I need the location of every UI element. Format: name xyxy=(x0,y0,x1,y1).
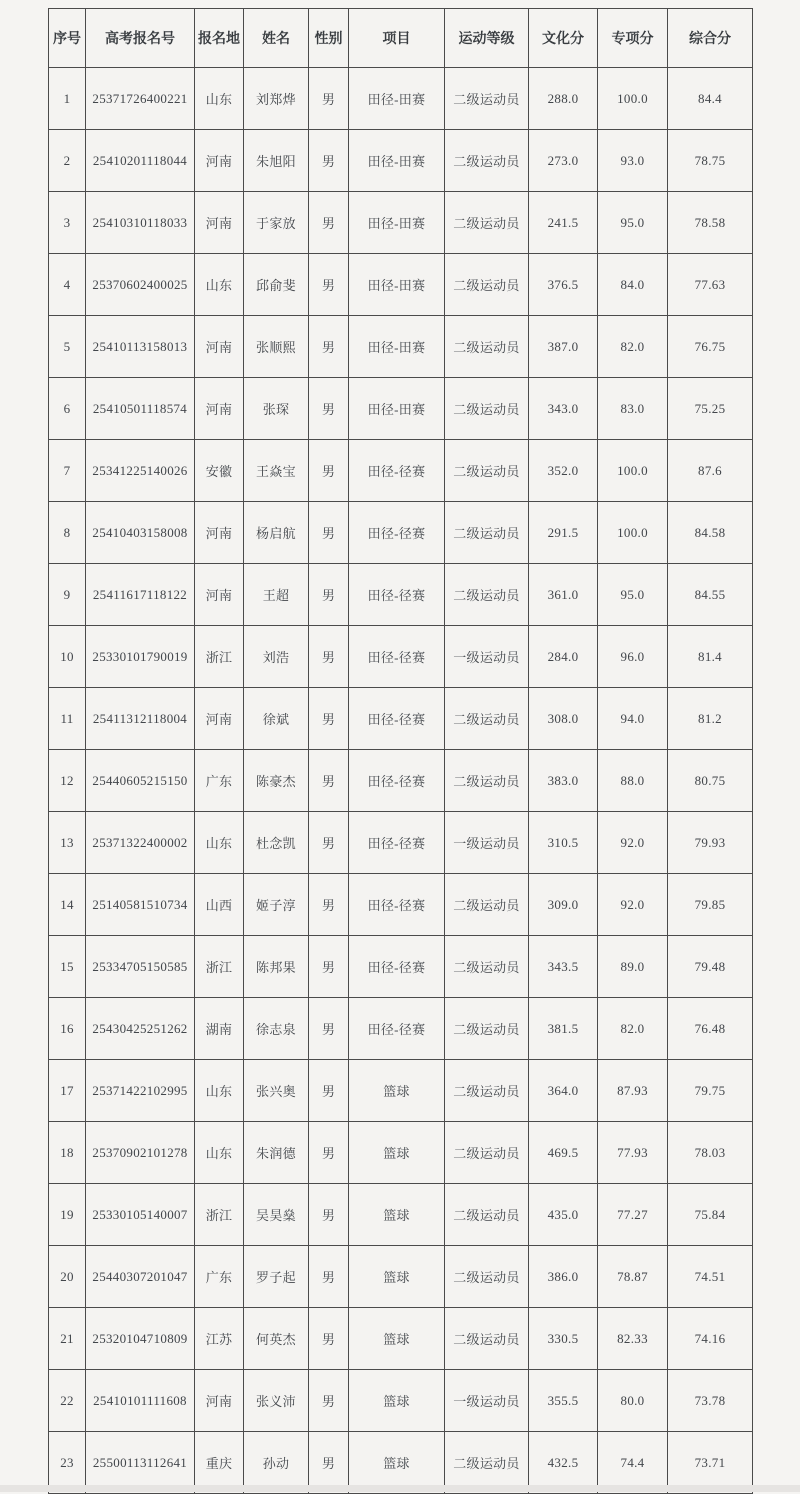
cell-regno: 25440605215150 xyxy=(86,750,195,812)
cell-region: 河南 xyxy=(195,1370,244,1432)
table-row xyxy=(49,68,753,130)
cell-culture-score: 310.5 xyxy=(529,812,598,874)
cell-sport-level: 一级运动员 xyxy=(445,1370,529,1432)
cell-gender: 男 xyxy=(309,440,349,502)
cell-sport-level: 二级运动员 xyxy=(445,998,529,1060)
cell-sport-level: 二级运动员 xyxy=(445,936,529,998)
cell-special-score: 83.0 xyxy=(598,378,668,440)
cell-overall-score: 78.58 xyxy=(668,192,753,254)
cell-regno: 25410201118044 xyxy=(86,130,195,192)
cell-sport-level: 二级运动员 xyxy=(445,1308,529,1370)
cell-overall-score: 81.4 xyxy=(668,626,753,688)
cell-culture-score: 435.0 xyxy=(529,1184,598,1246)
cell-regno: 25430425251262 xyxy=(86,998,195,1060)
cell-regno: 25410403158008 xyxy=(86,502,195,564)
cell-regno: 25341225140026 xyxy=(86,440,195,502)
cell-culture-score: 355.5 xyxy=(529,1370,598,1432)
cell-culture-score: 364.0 xyxy=(529,1060,598,1122)
cell-region: 湖南 xyxy=(195,998,244,1060)
cell-special-score: 78.87 xyxy=(598,1246,668,1308)
cell-index: 1 xyxy=(49,68,86,130)
cell-culture-score: 383.0 xyxy=(529,750,598,812)
table-row xyxy=(49,688,753,750)
cell-special-score: 95.0 xyxy=(598,192,668,254)
table-row xyxy=(49,316,753,378)
cell-overall-score: 80.75 xyxy=(668,750,753,812)
cell-special-score: 84.0 xyxy=(598,254,668,316)
cell-name: 朱旭阳 xyxy=(244,130,309,192)
cell-sport-level: 一级运动员 xyxy=(445,626,529,688)
cell-gender: 男 xyxy=(309,1246,349,1308)
cell-culture-score: 376.5 xyxy=(529,254,598,316)
table-row xyxy=(49,502,753,564)
cell-sport-level: 二级运动员 xyxy=(445,68,529,130)
cell-region: 河南 xyxy=(195,378,244,440)
cell-special-score: 77.93 xyxy=(598,1122,668,1184)
cell-index: 19 xyxy=(49,1184,86,1246)
table-row xyxy=(49,378,753,440)
cell-index: 23 xyxy=(49,1432,86,1494)
cell-culture-score: 361.0 xyxy=(529,564,598,626)
table-row xyxy=(49,1122,753,1184)
cell-special-score: 93.0 xyxy=(598,130,668,192)
cell-event: 田径-径赛 xyxy=(349,936,445,998)
cell-name: 陈豪杰 xyxy=(244,750,309,812)
table-row xyxy=(49,1246,753,1308)
cell-culture-score: 330.5 xyxy=(529,1308,598,1370)
cell-index: 14 xyxy=(49,874,86,936)
cell-name: 张顺熙 xyxy=(244,316,309,378)
cell-overall-score: 79.48 xyxy=(668,936,753,998)
cell-gender: 男 xyxy=(309,1122,349,1184)
table-row xyxy=(49,1184,753,1246)
cell-culture-score: 273.0 xyxy=(529,130,598,192)
cell-index: 21 xyxy=(49,1308,86,1370)
cell-sport-level: 二级运动员 xyxy=(445,874,529,936)
cell-event: 篮球 xyxy=(349,1122,445,1184)
cell-index: 7 xyxy=(49,440,86,502)
cell-name: 张兴奥 xyxy=(244,1060,309,1122)
cell-event: 田径-径赛 xyxy=(349,812,445,874)
cell-culture-score: 288.0 xyxy=(529,68,598,130)
cell-culture-score: 291.5 xyxy=(529,502,598,564)
cell-sport-level: 二级运动员 xyxy=(445,502,529,564)
cell-culture-score: 387.0 xyxy=(529,316,598,378)
cell-sport-level: 二级运动员 xyxy=(445,378,529,440)
cell-gender: 男 xyxy=(309,254,349,316)
cell-region: 山东 xyxy=(195,812,244,874)
cell-culture-score: 241.5 xyxy=(529,192,598,254)
cell-overall-score: 79.85 xyxy=(668,874,753,936)
cell-regno: 25334705150585 xyxy=(86,936,195,998)
cell-region: 山西 xyxy=(195,874,244,936)
cell-region: 浙江 xyxy=(195,936,244,998)
cell-event: 田径-田赛 xyxy=(349,254,445,316)
header-cell-regno: 高考报名号 xyxy=(86,9,195,68)
table-row xyxy=(49,626,753,688)
header-cell-gender: 性别 xyxy=(309,9,349,68)
cell-special-score: 87.93 xyxy=(598,1060,668,1122)
cell-gender: 男 xyxy=(309,564,349,626)
cell-sport-level: 二级运动员 xyxy=(445,564,529,626)
cell-index: 13 xyxy=(49,812,86,874)
cell-gender: 男 xyxy=(309,1432,349,1494)
cell-gender: 男 xyxy=(309,1184,349,1246)
cell-name: 刘郑烨 xyxy=(244,68,309,130)
cell-special-score: 80.0 xyxy=(598,1370,668,1432)
cell-region: 安徽 xyxy=(195,440,244,502)
cell-index: 4 xyxy=(49,254,86,316)
cell-event: 篮球 xyxy=(349,1184,445,1246)
cell-overall-score: 78.03 xyxy=(668,1122,753,1184)
cell-overall-score: 75.25 xyxy=(668,378,753,440)
table-row xyxy=(49,750,753,812)
cell-overall-score: 81.2 xyxy=(668,688,753,750)
cell-region: 河南 xyxy=(195,316,244,378)
cell-sport-level: 二级运动员 xyxy=(445,254,529,316)
cell-name: 王超 xyxy=(244,564,309,626)
cell-gender: 男 xyxy=(309,316,349,378)
cell-index: 20 xyxy=(49,1246,86,1308)
table-row xyxy=(49,1370,753,1432)
cell-gender: 男 xyxy=(309,130,349,192)
cell-overall-score: 79.75 xyxy=(668,1060,753,1122)
cell-special-score: 77.27 xyxy=(598,1184,668,1246)
table-row xyxy=(49,936,753,998)
cell-index: 10 xyxy=(49,626,86,688)
cell-sport-level: 二级运动员 xyxy=(445,440,529,502)
cell-index: 8 xyxy=(49,502,86,564)
cell-gender: 男 xyxy=(309,1308,349,1370)
table-header xyxy=(49,9,753,68)
cell-special-score: 100.0 xyxy=(598,502,668,564)
table-header-row xyxy=(49,9,753,68)
cell-name: 刘浩 xyxy=(244,626,309,688)
header-cell-name: 姓名 xyxy=(244,9,309,68)
cell-special-score: 82.33 xyxy=(598,1308,668,1370)
cell-regno: 25371422102995 xyxy=(86,1060,195,1122)
cell-gender: 男 xyxy=(309,998,349,1060)
table-row xyxy=(49,1060,753,1122)
cell-region: 广东 xyxy=(195,1246,244,1308)
table-row xyxy=(49,1308,753,1370)
cell-gender: 男 xyxy=(309,936,349,998)
cell-special-score: 82.0 xyxy=(598,316,668,378)
header-cell-event: 项目 xyxy=(349,9,445,68)
cell-regno: 25140581510734 xyxy=(86,874,195,936)
cell-special-score: 96.0 xyxy=(598,626,668,688)
cell-sport-level: 一级运动员 xyxy=(445,812,529,874)
cell-region: 山东 xyxy=(195,1060,244,1122)
cell-event: 田径-田赛 xyxy=(349,192,445,254)
cell-gender: 男 xyxy=(309,812,349,874)
cell-event: 田径-径赛 xyxy=(349,440,445,502)
cell-culture-score: 432.5 xyxy=(529,1432,598,1494)
cell-regno: 25371726400221 xyxy=(86,68,195,130)
cell-overall-score: 77.63 xyxy=(668,254,753,316)
cell-index: 6 xyxy=(49,378,86,440)
cell-culture-score: 381.5 xyxy=(529,998,598,1060)
cell-regno: 25411617118122 xyxy=(86,564,195,626)
cell-overall-score: 74.51 xyxy=(668,1246,753,1308)
cell-sport-level: 二级运动员 xyxy=(445,1246,529,1308)
cell-overall-score: 84.58 xyxy=(668,502,753,564)
cell-gender: 男 xyxy=(309,1370,349,1432)
header-cell-overall-score: 综合分 xyxy=(668,9,753,68)
table-row xyxy=(49,998,753,1060)
cell-event: 篮球 xyxy=(349,1432,445,1494)
cell-regno: 25410101111608 xyxy=(86,1370,195,1432)
cell-overall-score: 78.75 xyxy=(668,130,753,192)
cell-gender: 男 xyxy=(309,874,349,936)
cell-region: 浙江 xyxy=(195,626,244,688)
cell-gender: 男 xyxy=(309,68,349,130)
cell-special-score: 88.0 xyxy=(598,750,668,812)
cell-regno: 25410113158013 xyxy=(86,316,195,378)
cell-region: 河南 xyxy=(195,502,244,564)
cell-event: 田径-径赛 xyxy=(349,564,445,626)
cell-regno: 25440307201047 xyxy=(86,1246,195,1308)
cell-event: 田径-田赛 xyxy=(349,130,445,192)
cell-sport-level: 二级运动员 xyxy=(445,316,529,378)
cell-region: 重庆 xyxy=(195,1432,244,1494)
cell-culture-score: 343.5 xyxy=(529,936,598,998)
cell-event: 田径-径赛 xyxy=(349,874,445,936)
header-cell-index: 序号 xyxy=(49,9,86,68)
table-row xyxy=(49,192,753,254)
cell-sport-level: 二级运动员 xyxy=(445,192,529,254)
cell-gender: 男 xyxy=(309,688,349,750)
cell-special-score: 92.0 xyxy=(598,812,668,874)
score-sheet xyxy=(48,8,753,1494)
cell-region: 河南 xyxy=(195,564,244,626)
table-row xyxy=(49,564,753,626)
cell-culture-score: 469.5 xyxy=(529,1122,598,1184)
cell-gender: 男 xyxy=(309,378,349,440)
cell-index: 15 xyxy=(49,936,86,998)
athlete-score-table xyxy=(48,8,753,1494)
cell-overall-score: 79.93 xyxy=(668,812,753,874)
cell-region: 广东 xyxy=(195,750,244,812)
cell-index: 2 xyxy=(49,130,86,192)
cell-gender: 男 xyxy=(309,502,349,564)
cell-special-score: 82.0 xyxy=(598,998,668,1060)
cell-sport-level: 二级运动员 xyxy=(445,1432,529,1494)
cell-name: 徐斌 xyxy=(244,688,309,750)
cell-culture-score: 343.0 xyxy=(529,378,598,440)
table-row xyxy=(49,812,753,874)
cell-name: 杜念凯 xyxy=(244,812,309,874)
cell-gender: 男 xyxy=(309,750,349,812)
cell-overall-score: 76.75 xyxy=(668,316,753,378)
cell-name: 陈邦果 xyxy=(244,936,309,998)
cell-culture-score: 308.0 xyxy=(529,688,598,750)
cell-event: 篮球 xyxy=(349,1370,445,1432)
cell-special-score: 100.0 xyxy=(598,68,668,130)
cell-index: 3 xyxy=(49,192,86,254)
cell-overall-score: 75.84 xyxy=(668,1184,753,1246)
cell-name: 吴昊燊 xyxy=(244,1184,309,1246)
cell-special-score: 92.0 xyxy=(598,874,668,936)
cell-event: 田径-径赛 xyxy=(349,626,445,688)
cell-event: 田径-径赛 xyxy=(349,750,445,812)
cell-special-score: 74.4 xyxy=(598,1432,668,1494)
cell-special-score: 100.0 xyxy=(598,440,668,502)
cell-region: 山东 xyxy=(195,1122,244,1184)
cell-regno: 25330101790019 xyxy=(86,626,195,688)
cell-sport-level: 二级运动员 xyxy=(445,130,529,192)
cell-name: 邱俞斐 xyxy=(244,254,309,316)
cell-regno: 25370902101278 xyxy=(86,1122,195,1184)
cell-event: 田径-径赛 xyxy=(349,688,445,750)
cell-special-score: 89.0 xyxy=(598,936,668,998)
cell-region: 山东 xyxy=(195,68,244,130)
cell-region: 河南 xyxy=(195,688,244,750)
cell-sport-level: 二级运动员 xyxy=(445,1184,529,1246)
cell-name: 王焱宝 xyxy=(244,440,309,502)
header-cell-region: 报名地 xyxy=(195,9,244,68)
cell-regno: 25410310118033 xyxy=(86,192,195,254)
cell-name: 徐志泉 xyxy=(244,998,309,1060)
cell-sport-level: 二级运动员 xyxy=(445,1060,529,1122)
cell-regno: 25410501118574 xyxy=(86,378,195,440)
cell-gender: 男 xyxy=(309,192,349,254)
table-body xyxy=(49,68,753,1494)
cell-special-score: 95.0 xyxy=(598,564,668,626)
cell-overall-score: 74.16 xyxy=(668,1308,753,1370)
cell-regno: 25371322400002 xyxy=(86,812,195,874)
cell-name: 何英杰 xyxy=(244,1308,309,1370)
cell-culture-score: 352.0 xyxy=(529,440,598,502)
cell-name: 于家放 xyxy=(244,192,309,254)
cell-event: 篮球 xyxy=(349,1308,445,1370)
cell-name: 杨启航 xyxy=(244,502,309,564)
cell-region: 江苏 xyxy=(195,1308,244,1370)
cell-event: 田径-田赛 xyxy=(349,316,445,378)
cell-regno: 25320104710809 xyxy=(86,1308,195,1370)
cell-region: 河南 xyxy=(195,192,244,254)
cell-regno: 25411312118004 xyxy=(86,688,195,750)
cell-name: 姬子淳 xyxy=(244,874,309,936)
cell-overall-score: 73.78 xyxy=(668,1370,753,1432)
cell-name: 罗子起 xyxy=(244,1246,309,1308)
cell-gender: 男 xyxy=(309,1060,349,1122)
cell-culture-score: 309.0 xyxy=(529,874,598,936)
cell-name: 孙动 xyxy=(244,1432,309,1494)
cell-index: 5 xyxy=(49,316,86,378)
cell-index: 18 xyxy=(49,1122,86,1184)
cell-regno: 25330105140007 xyxy=(86,1184,195,1246)
cell-overall-score: 76.48 xyxy=(668,998,753,1060)
cell-index: 11 xyxy=(49,688,86,750)
cell-event: 田径-径赛 xyxy=(349,998,445,1060)
cell-culture-score: 284.0 xyxy=(529,626,598,688)
header-cell-sport-level: 运动等级 xyxy=(445,9,529,68)
cell-overall-score: 84.55 xyxy=(668,564,753,626)
cell-event: 篮球 xyxy=(349,1246,445,1308)
cell-region: 浙江 xyxy=(195,1184,244,1246)
table-row xyxy=(49,440,753,502)
page-bottom-edge xyxy=(0,1485,800,1492)
cell-sport-level: 二级运动员 xyxy=(445,688,529,750)
cell-sport-level: 二级运动员 xyxy=(445,750,529,812)
table-row xyxy=(49,874,753,936)
table-row xyxy=(49,254,753,316)
table-row xyxy=(49,130,753,192)
cell-region: 河南 xyxy=(195,130,244,192)
cell-event: 田径-田赛 xyxy=(349,68,445,130)
cell-name: 朱润德 xyxy=(244,1122,309,1184)
header-cell-culture-score: 文化分 xyxy=(529,9,598,68)
cell-event: 田径-径赛 xyxy=(349,502,445,564)
cell-sport-level: 二级运动员 xyxy=(445,1122,529,1184)
cell-index: 12 xyxy=(49,750,86,812)
cell-regno: 25500113112641 xyxy=(86,1432,195,1494)
cell-region: 山东 xyxy=(195,254,244,316)
cell-name: 张义沛 xyxy=(244,1370,309,1432)
cell-index: 17 xyxy=(49,1060,86,1122)
cell-event: 篮球 xyxy=(349,1060,445,1122)
cell-regno: 25370602400025 xyxy=(86,254,195,316)
cell-overall-score: 73.71 xyxy=(668,1432,753,1494)
cell-culture-score: 386.0 xyxy=(529,1246,598,1308)
cell-index: 9 xyxy=(49,564,86,626)
cell-index: 22 xyxy=(49,1370,86,1432)
cell-event: 田径-田赛 xyxy=(349,378,445,440)
header-cell-special-score: 专项分 xyxy=(598,9,668,68)
cell-gender: 男 xyxy=(309,626,349,688)
cell-overall-score: 84.4 xyxy=(668,68,753,130)
cell-overall-score: 87.6 xyxy=(668,440,753,502)
cell-special-score: 94.0 xyxy=(598,688,668,750)
cell-name: 张琛 xyxy=(244,378,309,440)
cell-index: 16 xyxy=(49,998,86,1060)
